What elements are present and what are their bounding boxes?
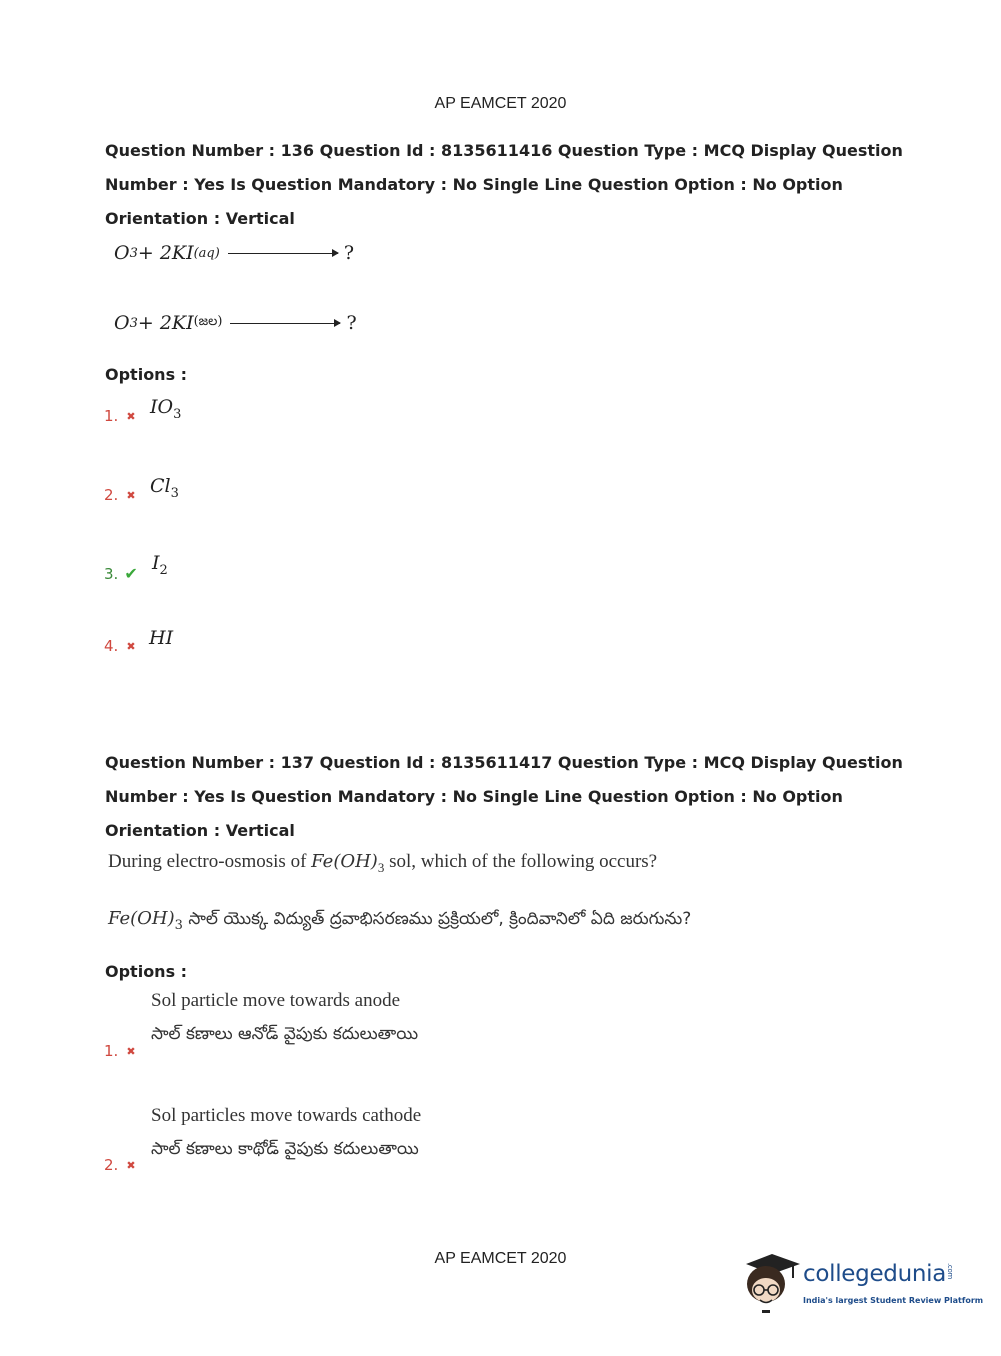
- option-number: 1.: [104, 407, 119, 425]
- formula-state: (aq): [193, 245, 220, 261]
- cross-icon: ✖: [126, 488, 136, 502]
- option-formula: Cl: [150, 475, 171, 497]
- option-number: 1.: [104, 1042, 119, 1060]
- check-icon: ✔: [124, 564, 138, 583]
- reaction-arrow-icon: [230, 323, 340, 324]
- question-formula: Fe(OH): [108, 908, 175, 929]
- q137-meta-line-3: Orientation : Vertical: [105, 821, 295, 840]
- page-footer-title: AP EAMCET 2020: [434, 1250, 567, 1267]
- q137-options-label: Options :: [105, 962, 188, 981]
- question-text: During electro-osmosis of: [108, 851, 312, 872]
- q137-question-telugu: [108, 908, 691, 933]
- formula-state: (జల): [193, 314, 223, 329]
- option-number: 2.: [104, 486, 119, 504]
- q136-option-1-number: [104, 407, 136, 425]
- reaction-arrow-icon: [228, 253, 338, 254]
- formula-reactant: + 2KI: [137, 242, 194, 264]
- page-header-title: AP EAMCET 2020: [434, 95, 567, 112]
- q136-meta-line-2: Number : Yes Is Question Mandatory : No Single Line Question Option : No Option: [105, 175, 843, 194]
- q137-option-2-english: Sol particles move towards cathode: [151, 1105, 422, 1126]
- cross-icon: ✖: [126, 639, 136, 653]
- q136-option-4-number: [104, 637, 136, 655]
- formula-sub: 3: [129, 245, 138, 261]
- logo-name: collegedunia: [803, 1261, 947, 1287]
- formula-lhs: O: [114, 242, 130, 264]
- formula-product: ?: [343, 242, 355, 264]
- logo-suffix: .com: [946, 1263, 955, 1279]
- cross-icon: ✖: [126, 1158, 136, 1172]
- formula-sub: 3: [129, 315, 138, 331]
- q137-option-1-number: [104, 1042, 136, 1060]
- question-formula: Fe(OH): [311, 851, 378, 872]
- formula-reactant: + 2KI: [137, 312, 194, 334]
- formula-product: ?: [346, 312, 357, 334]
- q136-option-1-content: [150, 396, 181, 422]
- q136-option-3-number: [104, 564, 138, 583]
- q136-option-2-number: [104, 486, 136, 504]
- q137-meta-line-1: Question Number : 137 Question Id : 8135611417 Question Type : MCQ Display Question: [105, 753, 903, 772]
- q136-meta-line-1: Question Number : 136 Question Id : 8135611416 Question Type : MCQ Display Question: [105, 141, 903, 160]
- option-number: 4.: [104, 637, 119, 655]
- q137-meta-line-2: Number : Yes Is Question Mandatory : No Single Line Question Option : No Option: [105, 787, 843, 806]
- q137-option-1-telugu: సాల్ కణాలు ఆనోడ్ వైపుకు కదులుతాయి: [151, 1024, 419, 1044]
- q136-option-4-content: [149, 627, 173, 649]
- cross-icon: ✖: [126, 1044, 136, 1058]
- q136-meta-line-3: Orientation : Vertical: [105, 209, 295, 228]
- option-number: 3.: [104, 564, 119, 583]
- option-formula-sub: 3: [173, 407, 182, 422]
- question-text: sol, which of the following occurs?: [384, 851, 658, 872]
- option-formula-sub: 2: [159, 563, 168, 578]
- option-formula-sub: 3: [170, 486, 179, 501]
- option-formula: IO: [150, 396, 174, 418]
- option-formula: I: [152, 552, 160, 574]
- q137-option-1-english: Sol particle move towards anode: [151, 990, 401, 1011]
- logo-wordmark: [803, 1261, 954, 1287]
- cross-icon: ✖: [126, 409, 136, 423]
- q137-question-english: [108, 851, 657, 876]
- option-formula: HI: [149, 627, 174, 649]
- q137-option-2-telugu: సాల్ కణాలు కాథోడ్ వైపుకు కదులుతాయి: [151, 1139, 419, 1159]
- q136-formula-telugu: [114, 312, 357, 334]
- question-formula-sub: 3: [174, 918, 183, 933]
- q137-option-2-number: [104, 1156, 136, 1174]
- option-number: 2.: [104, 1156, 119, 1174]
- formula-lhs: O: [114, 312, 130, 334]
- q136-option-3-content: [152, 552, 168, 578]
- logo-tagline: India's largest Student Review Platform: [803, 1296, 984, 1305]
- question-text: సాల్ యొక్క విద్యుత్ ద్రవాభిసరణము ప్రక్రియలో, క్రిందివానిలో ఏది జరుగును?: [182, 909, 692, 929]
- question-formula-sub: 3: [377, 860, 385, 875]
- mascot-icon: [742, 1250, 804, 1316]
- q136-option-2-content: [150, 475, 179, 501]
- q136-formula-english: [114, 242, 354, 264]
- q136-options-label: Options :: [105, 365, 188, 384]
